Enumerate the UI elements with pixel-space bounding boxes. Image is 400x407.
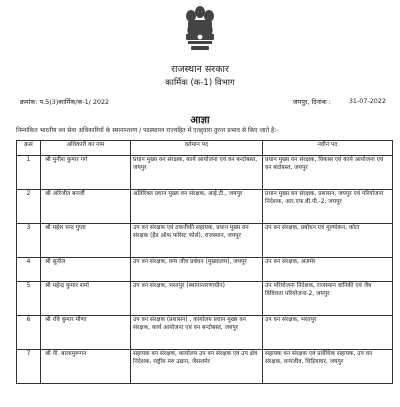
cell-officer-name: श्री सुनील	[41, 258, 131, 282]
table-row	[17, 258, 393, 282]
transfer-table	[16, 140, 393, 384]
cell-new-post: उप वन संरक्षक, प्रबोधन एवं मूल्यांकन, कोटा	[263, 224, 393, 258]
cell-officer-name: श्री पी. बालामुरूगन	[41, 350, 131, 384]
place-date-label: जयपुर, दिनांक :	[292, 98, 331, 106]
national-emblem-icon	[178, 4, 222, 56]
table-row	[17, 282, 393, 316]
cell-sn: 7	[17, 350, 41, 384]
cell-new-post: सहायक वन संरक्षक एवं प्रावैधिक सहायक, उप वन संरक्षक, वन्यजीव, चिड़ियाघर, जयपुर	[263, 350, 393, 384]
cell-officer-name: श्री महेश चन्द गुप्ता	[41, 224, 131, 258]
reference-line	[20, 97, 386, 106]
header-sn: क्रसं	[17, 141, 41, 156]
header-officer-name: अधिकारी का नाम	[41, 141, 131, 156]
reference-number	[20, 97, 109, 106]
cell-current-post: उप वन संरक्षक एवं तकनीकी सहायक, प्रधान मुख्य वन संरक्षक (हैड ऑफ फोरेस्ट फोर्स), राजस्थान, जयपुर	[131, 224, 263, 258]
cell-officer-name: श्री रवि कुमार मीणा	[41, 316, 131, 350]
cell-new-post: उप वन संरक्षक, भरतपुर	[263, 316, 393, 350]
government-name: राजस्थान सरकार	[171, 64, 229, 75]
cell-sn: 3	[17, 224, 41, 258]
header-current-post: वर्तमान पद	[131, 141, 263, 156]
cell-current-post: सहायक वन संरक्षक, कार्यालय उप वन संरक्षक एवं उप क्षेत्र निदेशक, राष्ट्रीय मरु उद्यान, जैसलमेर	[131, 350, 263, 384]
department-name: कार्मिक (क-1) विभाग	[165, 78, 235, 88]
table-row	[17, 156, 393, 190]
reference-date	[293, 97, 386, 106]
cell-new-post: प्रधान मुख्य वन संरक्षक, विकास एवं कार्य आयोजना एवं वन बंदोबस्त, जयपुर	[263, 156, 393, 190]
reference-number-label: क्रमांक:	[20, 98, 38, 106]
header-new-post: नवीन पद	[263, 141, 393, 156]
cell-current-post: अतिरिक्त प्रधान मुख्य वन संरक्षक, आई.टी., जयपुर	[131, 190, 263, 224]
order-title: आज्ञा	[190, 115, 210, 126]
table-row	[17, 190, 393, 224]
cell-sn: 5	[17, 282, 41, 316]
table-header-row	[17, 141, 393, 156]
cell-sn: 4	[17, 258, 41, 282]
cell-current-post: उप वन संरक्षक, वन्य जीव प्रबंधन (मुख्यालय), जयपुर	[131, 258, 263, 282]
cell-current-post: उप वन संरक्षक, भरतपुर (स्थानान्तरणाधीन)	[131, 282, 263, 316]
cell-new-post: प्रधान मुख्य वन संरक्षक, प्रशासन, जयपुर एवं परियोजना निदेशक, आर.एफ.बी.पी.-2, जयपुर	[263, 190, 393, 224]
intro-text: निम्नांकित भारतीय वन सेवा अधिकारियों के स्थानान्तरण / पदस्थापन राज्यहित में एतद्द्वारा तुरन्त प्रभाव से किए जाते है:-	[16, 127, 279, 134]
cell-new-post: उप परियोजना निदेशक, राजस्थान वानिकी एवं जैव विविधता परियोजना-2, जयपुर	[263, 282, 393, 316]
reference-number-value: प.5(3)कार्मिक/क-1/ 2022	[39, 98, 110, 106]
cell-sn: 1	[17, 156, 41, 190]
cell-officer-name: श्री महेन्द्र कुमार शर्मा	[41, 282, 131, 316]
cell-officer-name: श्री मुनीश कुमार गर्ग	[41, 156, 131, 190]
cell-current-post: प्रधान मुख्य वन संरक्षक, कार्य आयोजना एवं वन बन्दोबस्त, जयपुर	[131, 156, 263, 190]
cell-current-post: उप वन संरक्षक (प्रशासन) , कार्यालय प्रधान मुख्य वन संरक्षक, कार्य आयोजना एवं वन बन्दोबस्त, जयपुर	[131, 316, 263, 350]
table-row	[17, 316, 393, 350]
cell-officer-name: श्री अरिजीत बनर्जी	[41, 190, 131, 224]
cell-sn: 2	[17, 190, 41, 224]
table-row	[17, 350, 393, 384]
date-value: 31-07-2022	[348, 97, 386, 105]
cell-new-post: उप वन संरक्षक, अजमेर	[263, 258, 393, 282]
table-row	[17, 224, 393, 258]
cell-sn: 6	[17, 316, 41, 350]
